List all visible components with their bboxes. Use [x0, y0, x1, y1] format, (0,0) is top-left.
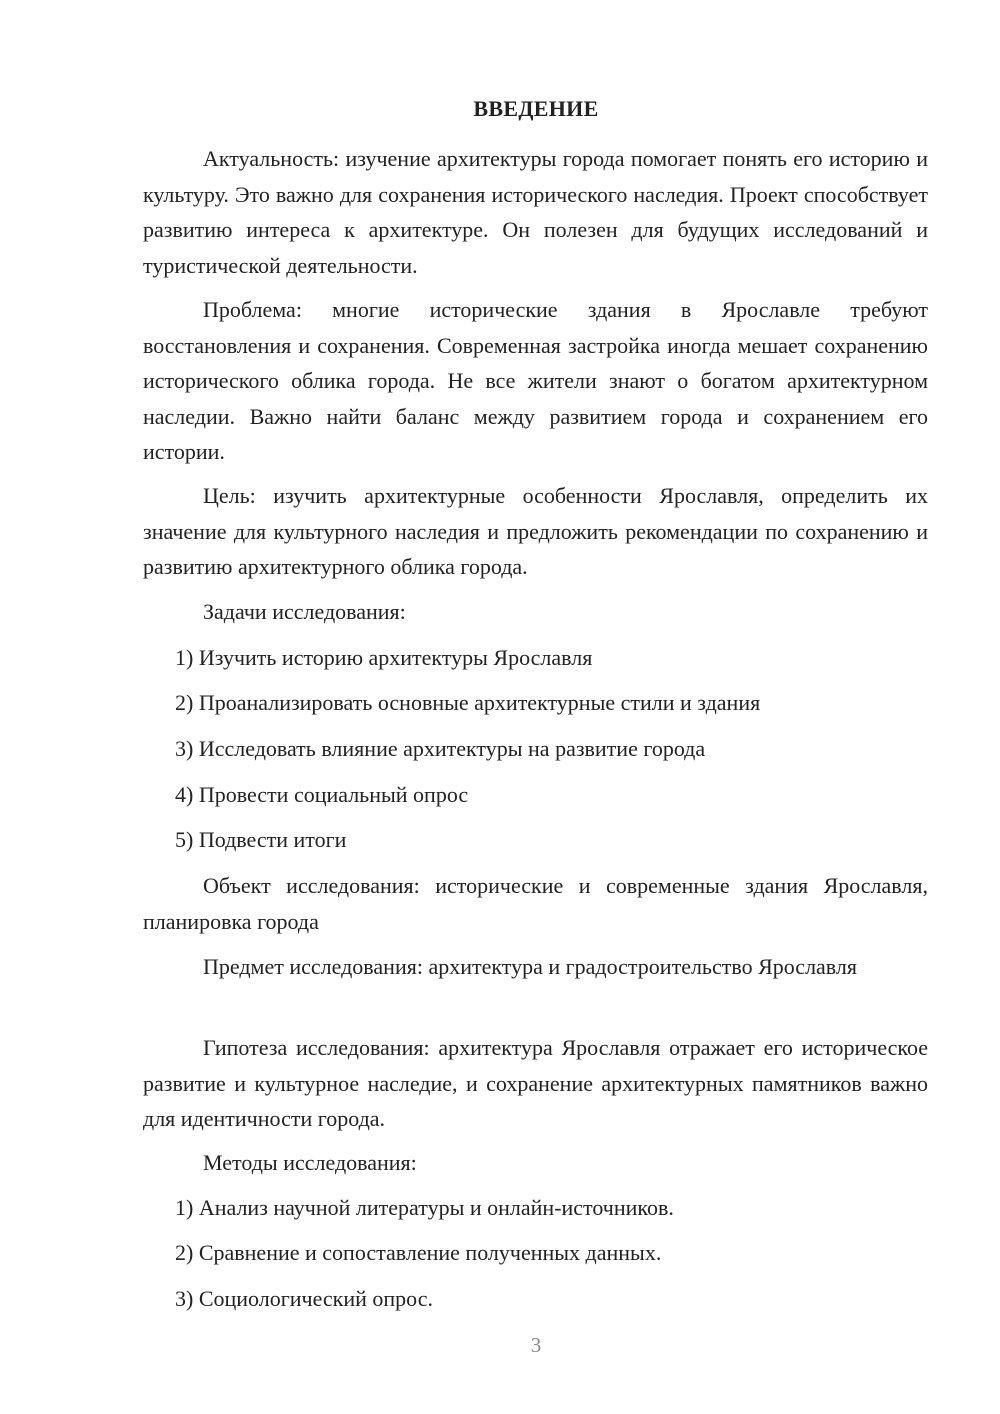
- list-item: 1) Изучить историю архитектуры Ярославля: [175, 645, 593, 670]
- problem-paragraph: Проблема: многие исторические здания в Ярославле требуют восстановления и сохранения. Современная застройка иногда мешает сохранению исторического облика города. Не все жители знают о богатом архитектурном наследии. Важно найти баланс между развитием города и сохранением его истории.: [143, 297, 928, 464]
- goal-paragraph: Цель: изучить архитектурные особенности Ярославля, определить их значение для культурного наследия и предложить рекомендации по сохранению и развитию архитектурного облика города.: [143, 483, 928, 579]
- list-item: 2) Проанализировать основные архитектурные стили и здания: [175, 690, 761, 715]
- tasks-heading: Задачи исследования:: [203, 599, 406, 624]
- list-item: 4) Провести социальный опрос: [175, 782, 469, 807]
- list-item: 5) Подвести итоги: [175, 827, 347, 852]
- list-item: 1) Анализ научной литературы и онлайн-источников.: [175, 1195, 674, 1220]
- page-title: ВВЕДЕНИЕ: [473, 96, 599, 121]
- methods-heading: Методы исследования:: [203, 1150, 417, 1175]
- list-item: 2) Сравнение и сопоставление полученных данных.: [175, 1240, 662, 1265]
- subject-paragraph: Предмет исследования: архитектура и градостроительство Ярославля: [203, 954, 858, 979]
- object-paragraph: Объект исследования: исторические и современные здания Ярославля, планировка города: [143, 873, 928, 934]
- list-item: 3) Социологический опрос.: [175, 1286, 433, 1311]
- hypothesis-paragraph: Гипотеза исследования: архитектура Ярославля отражает его историческое развитие и культурное наследие, и сохранение архитектурных памятников важно для идентичности города.: [143, 1035, 928, 1131]
- list-item: 3) Исследовать влияние архитектуры на развитие города: [175, 736, 706, 761]
- page-number: 3: [530, 1333, 542, 1357]
- relevance-paragraph: Актуальность: изучение архитектуры города помогает понять его историю и культуру. Это важно для сохранения исторического наследия. Проект способствует развитию интереса к архитектуре. Он полезен для будущих исследований и туристической деятельности.: [143, 146, 928, 278]
